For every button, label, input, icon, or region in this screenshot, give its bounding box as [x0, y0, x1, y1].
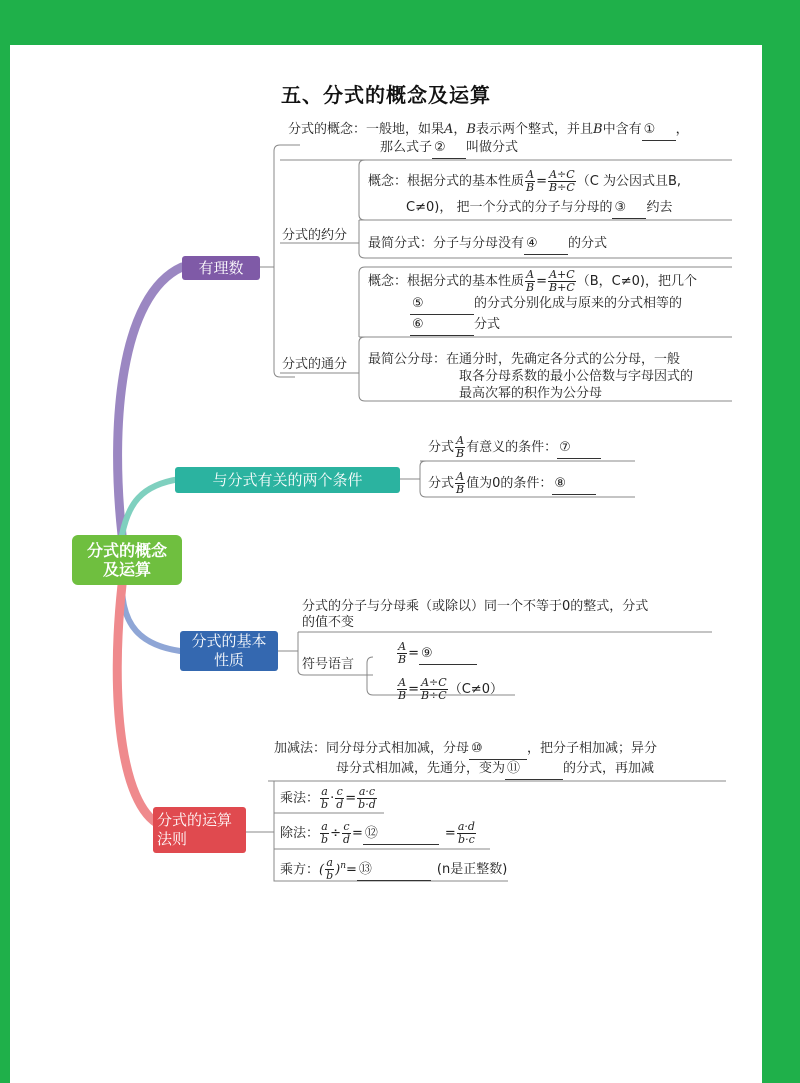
blank-10: ⑩ [469, 738, 527, 760]
page-title: 五、分式的概念及运算 [281, 83, 491, 107]
blank-13: ⑬ [357, 859, 431, 881]
connector-property [122, 585, 180, 651]
rules-line1: 分式的运算 [157, 811, 233, 829]
branch-rules [153, 807, 246, 853]
property-text-line1: 分式的分子与分母乘（或除以）同一个不等于0的整式，分式 [302, 599, 649, 614]
concept-line1: 分式的概念：一般地，如果A，B表示两个整式，并且B中含有 ① ， [288, 119, 689, 141]
blank-12: ⑫ [363, 823, 439, 845]
branch-rational: 有理数 [182, 256, 260, 280]
blank-3: ③ [612, 197, 646, 219]
multiply-rule: 乘法： $\frac{a}{b}$ · $\frac{c}{d}$ = $\frac{a\cdot c}{b\cdot d}$ [280, 785, 376, 811]
fraction-ac-bc: $\frac{A\div C}{B\div C}$ [549, 168, 575, 194]
blank-1: ① [642, 119, 676, 141]
reduction-concept-line2: C≠0)， 把一个分式的分子与分母的 ③ 约去 [406, 197, 672, 219]
reduction-concept-line1: 概念：根据分式的基本性质 $\frac{A}{B}$ = $\frac{A\div C}{B\div C}$ （C 为公因式且B, [368, 168, 681, 194]
mindmap-page [10, 45, 762, 1083]
divide-rule: 除法： $\frac{a}{b}$ ÷ $\frac{c}{d}$ = ⑫ = $\frac{a\cdot d}{b\cdot c}$ [280, 820, 475, 846]
power-rule: 乘方：( $\frac{a}{b}$ )$^n$= ⑬ (n是正整数) [280, 856, 508, 883]
fraction-a-b-2: $\frac{A}{B}$ [526, 268, 535, 294]
blank-11: ⑪ [505, 758, 563, 780]
connector-rational [118, 267, 182, 535]
lcd-line2: 取各分母系数的最小公倍数与字母因式的 [459, 369, 694, 384]
common-concept-line3: ⑥ 分式 [410, 314, 500, 336]
common-label: 分式的通分 [282, 357, 348, 372]
fraction-apc-bpc: $\frac{A+C}{B+C}$ [549, 268, 575, 294]
blank-8: ⑧ [552, 473, 596, 495]
property-text-line2: 的值不变 [302, 615, 355, 630]
branch-property [180, 631, 278, 671]
symbol-language: 符号语言 [302, 657, 355, 672]
root-line1: 分式的概念 [86, 541, 167, 560]
simplest-fraction: 最简分式：分子与分母没有 ④ 的分式 [368, 233, 607, 255]
condition-meaningful: 分式 $\frac{A}{B}$ 有意义的条件： ⑦ [428, 435, 601, 460]
bracket-rational [274, 145, 300, 377]
branch-conditions: 与分式有关的两个条件 [175, 467, 400, 493]
property-line2: 性质 [213, 651, 244, 669]
condition-zero: 分式 $\frac{A}{B}$ 值为0的条件： ⑧ [428, 471, 596, 496]
blank-2: ② [432, 137, 466, 159]
symbol-eq1: $\frac{A}{B}$ = ⑨ [396, 641, 477, 666]
add-sub-line2: 母分式相加减，先通分，变为 ⑪ 的分式，再加减 [336, 758, 654, 780]
common-concept-line2: ⑤ 的分式分别化成与原来的分式相等的 [410, 293, 682, 315]
bracket-reduction [359, 160, 365, 220]
symbol-eq2: $\frac{A}{B}$ = $\frac{A\div C}{B\div C}$ （C≠0） [398, 676, 503, 702]
blank-6: ⑥ [410, 314, 474, 336]
blank-7: ⑦ [557, 437, 601, 459]
top-bar [10, 10, 800, 45]
blank-4: ④ [524, 233, 568, 255]
reduction-label: 分式的约分 [282, 228, 348, 243]
blank-9: ⑨ [419, 643, 477, 665]
concept-line2: 那么式子 ② 叫做分式 [380, 137, 518, 159]
root-line2: 及运算 [102, 560, 151, 579]
lcd-line3: 最高次幂的积作为公分母 [459, 386, 603, 401]
add-sub-line1: 加减法：同分母分式相加减，分母 ⑩ ，把分子相加减；异分 [274, 738, 657, 760]
blank-5: ⑤ [410, 293, 474, 315]
rules-line2: 法则 [157, 830, 188, 848]
root-node [72, 535, 182, 585]
property-line1: 分式的基本 [191, 632, 267, 650]
connector-conditions [122, 479, 180, 535]
lcd-line1: 最简公分母：在通分时，先确定各分式的公分母，一般 [368, 352, 681, 367]
connector-rules [117, 585, 160, 825]
fraction-a-b: $\frac{A}{B}$ [526, 168, 535, 194]
common-concept-line1: 概念：根据分式的基本性质 $\frac{A}{B}$ = $\frac{A+C}{B+C}$ （B，C≠0)，把几个 [368, 268, 697, 294]
